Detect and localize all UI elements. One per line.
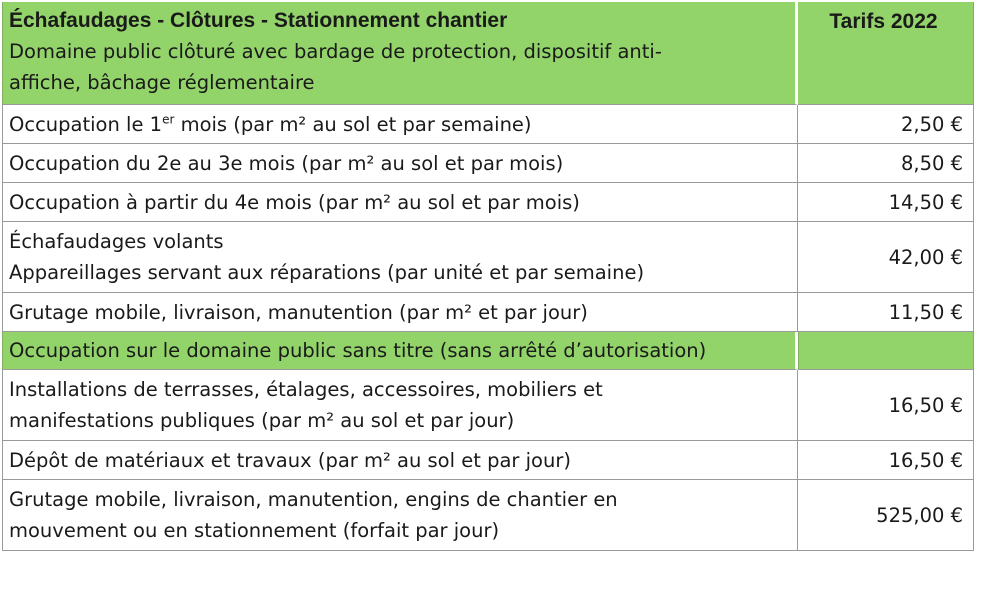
row-label	[2, 105, 798, 144]
row-price: 16,50 €	[798, 370, 974, 441]
row-label-line1: Installations de terrasses, étalages, accessoires, mobiliers et	[9, 378, 603, 401]
table-row	[2, 183, 974, 222]
row-price: 16,50 €	[798, 441, 974, 480]
header-tarifs-cell	[798, 2, 974, 105]
row-label-text-end: mois (par m² au sol et par semaine)	[174, 112, 532, 136]
tarifs-header: Tarifs 2022	[829, 10, 938, 33]
table-row	[2, 480, 974, 551]
row-label-superscript: er	[162, 112, 175, 126]
row-price: 525,00 €	[798, 480, 974, 551]
row-label-text: Occupation le 1	[9, 112, 163, 136]
row-label: Grutage mobile, livraison, manutention (par m² et par jour)	[2, 293, 798, 332]
header-label-cell	[2, 2, 798, 105]
table-row	[2, 222, 974, 293]
table-title: Échafaudages - Clôtures - Stationnement chantier	[9, 9, 508, 32]
row-label-line2: Appareillages servant aux réparations (par unité et par semaine)	[9, 261, 645, 284]
table-row	[2, 370, 974, 441]
row-price: 14,50 €	[798, 183, 974, 222]
table-header-row	[2, 2, 974, 105]
row-price: 42,00 €	[798, 222, 974, 293]
section-header-row	[2, 332, 974, 370]
row-price: 8,50 €	[798, 144, 974, 183]
section-price-empty	[798, 332, 974, 370]
row-label: Dépôt de matériaux et travaux (par m² au sol et par jour)	[2, 441, 798, 480]
row-label: Occupation à partir du 4e mois (par m² au sol et par mois)	[2, 183, 798, 222]
row-label-line2: manifestations publiques (par m² au sol et par jour)	[9, 409, 515, 432]
table-subtitle-line1: Domaine public clôturé avec bardage de protection, dispositif anti-	[9, 40, 662, 63]
section-title: Occupation sur le domaine public sans titre (sans arrêté d’autorisation)	[2, 332, 798, 370]
tariff-table	[2, 2, 974, 551]
row-label-line2: mouvement ou en stationnement (forfait par jour)	[9, 519, 500, 542]
row-label	[2, 222, 798, 293]
row-price: 2,50 €	[798, 105, 974, 144]
row-label	[2, 480, 798, 551]
row-label: Occupation du 2e au 3e mois (par m² au sol et par mois)	[2, 144, 798, 183]
row-label	[2, 370, 798, 441]
tariff-table-container	[2, 2, 974, 551]
table-row	[2, 293, 974, 332]
row-label-line1: Échafaudages volants	[9, 230, 224, 253]
row-label-line1: Grutage mobile, livraison, manutention, engins de chantier en	[9, 488, 618, 511]
row-price: 11,50 €	[798, 293, 974, 332]
table-row	[2, 441, 974, 480]
table-subtitle-line2: affiche, bâchage réglementaire	[9, 71, 315, 94]
table-row	[2, 144, 974, 183]
table-row	[2, 105, 974, 144]
